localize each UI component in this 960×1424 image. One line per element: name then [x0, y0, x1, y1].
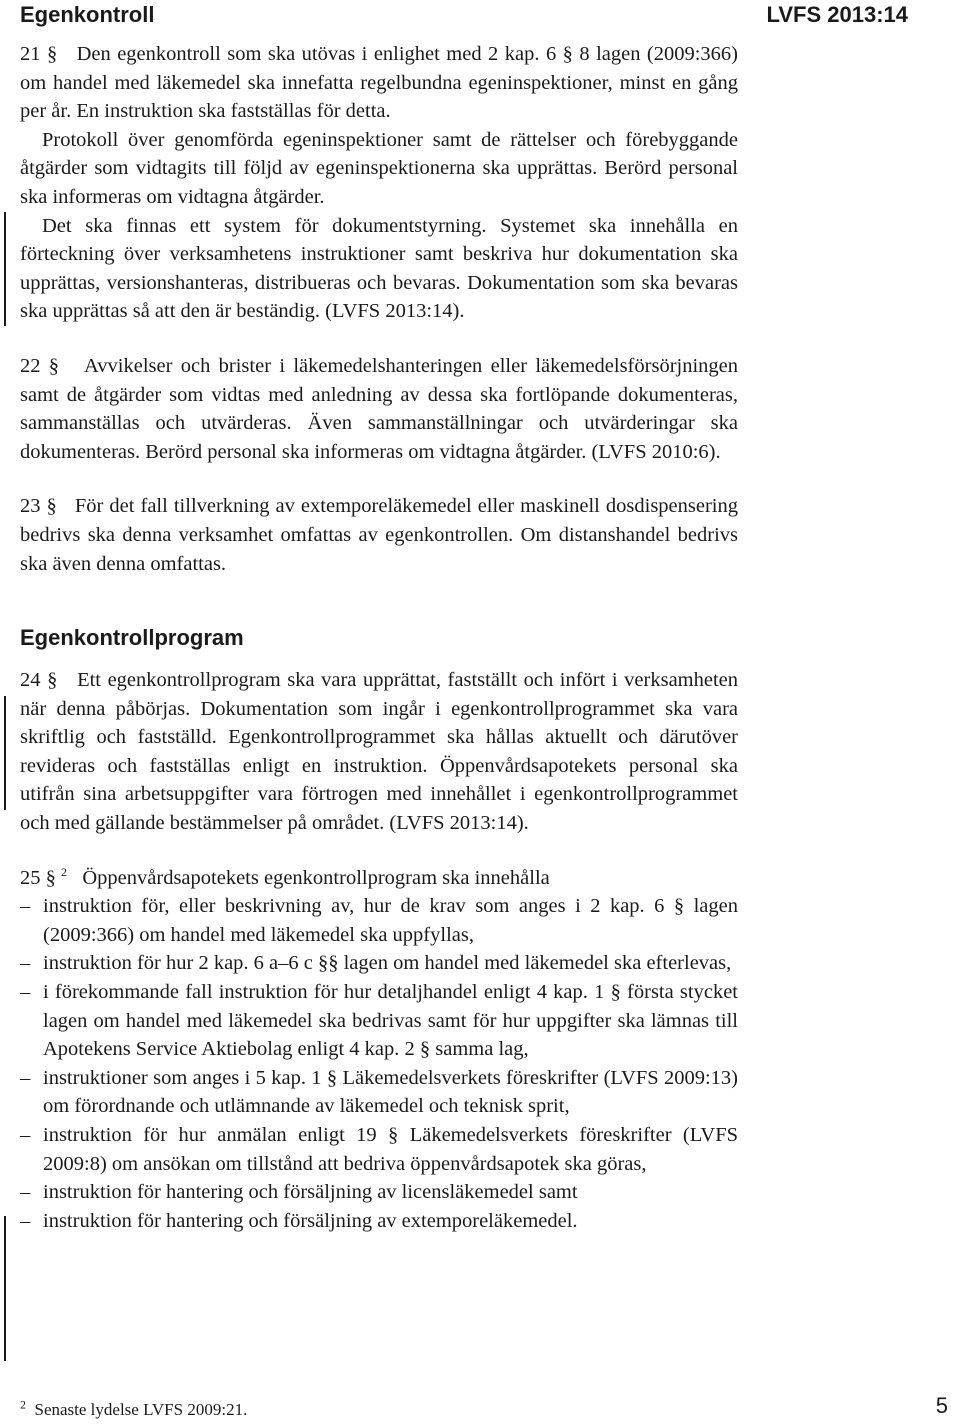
footnote-text: Senaste lydelse LVFS 2009:21.	[34, 1400, 248, 1419]
dash-marker: –	[20, 952, 31, 975]
list-item	[20, 1207, 738, 1236]
dash-marker: –	[20, 1181, 31, 1204]
paragraph-21-2: Protokoll över genomförda egeninspektioner samt de rättelser och förebyggande åtgärder som vidtagits till följd av egeninspektionerna ska upprättas. Berörd personal ska informeras om vidtagna åtgärder.	[20, 128, 738, 208]
list-item-text: instruktion för hantering och försäljning av extemporeläkemedel.	[43, 1209, 578, 1232]
dash-marker: –	[20, 1124, 31, 1146]
paragraph-24	[20, 666, 738, 838]
section-number: 22 §	[20, 354, 60, 377]
paragraph-22	[20, 352, 738, 466]
section-number: 23 §	[20, 495, 57, 518]
paragraph-21-3: Det ska finnas ett system för dokumentstyrning. Systemet ska innehålla en förteckning över verksamhetens instruktioner samt beskriva hur dokumentation ska upprättas, versionshanteras, distribueras och bevaras. Dokumentation som ska bevaras ska upprättas så att den är beständig. (LVFS 2013:14).	[20, 214, 738, 323]
paragraph-text: För det fall tillverkning av extemporeläkemedel eller maskinell dosdispensering bedrivs ska denna verksamhet omfattas av egenkontrollen. Om distanshandel bedrivs ska även denna omfattas.	[20, 495, 739, 575]
change-bar	[4, 696, 6, 810]
section-number: 25 §	[20, 866, 56, 889]
document-reference: LVFS 2013:14	[766, 2, 908, 27]
section-number: 21 §	[20, 43, 58, 65]
paragraph-text: Avvikelser och brister i läkemedelshanteringen eller läkemedelsförsörjningen samt de åtgärder som vidtas med anledning av dessa ska fortlöpande dokumenteras, sammanställas och utvärderas. Även sammanställningar och utvärderingar ska dokumenteras. Berörd personal ska informeras om vidtagna åtgärder. (LVFS 2010:6).	[20, 354, 739, 463]
list-item	[20, 1121, 738, 1178]
document-body	[20, 40, 738, 1235]
dash-marker: –	[20, 895, 31, 918]
dash-marker: –	[20, 981, 31, 1004]
footnote-mark: 2	[20, 1397, 26, 1412]
dash-marker: –	[20, 1066, 31, 1089]
requirements-list	[20, 892, 738, 1235]
list-item	[20, 949, 738, 978]
list-item	[20, 978, 738, 1064]
list-item	[20, 1178, 738, 1207]
list-item-text: instruktion för hur 2 kap. 6 a–6 c §§ lagen om handel med läkemedel ska efterlevas,	[43, 952, 732, 975]
running-header	[20, 0, 908, 30]
page-number: 5	[935, 1393, 948, 1418]
section-heading: Egenkontrollprogram	[20, 625, 244, 651]
list-item-text: instruktion för hur anmälan enligt 19 § Läkemedelsverkets föreskrifter (LVFS 2009:8) om ansökan om tillstånd att bedriva öppenvårdsapotek ska göras,	[43, 1124, 738, 1175]
section-title: Egenkontroll	[20, 2, 155, 27]
paragraph-text: Den egenkontroll som ska utövas i enlighet med 2 kap. 6 § 8 lagen (2009:366) om handel med läkemedel ska innefatta regelbundna egeninspektioner, minst en gång per år. En instruktion ska fastställas för detta.	[20, 43, 739, 123]
footnote-reference[interactable]: 2	[61, 864, 67, 879]
list-item	[20, 892, 738, 949]
list-item	[20, 1064, 738, 1121]
paragraph-21	[20, 40, 738, 126]
paragraph-25	[20, 864, 738, 893]
list-item-text: instruktioner som anges i 5 kap. 1 § Läkemedelsverkets föreskrifter (LVFS 2009:13) om förordnande och utlämnande av läkemedel och teknisk sprit,	[43, 1066, 738, 1118]
paragraph-text: Öppenvårdsapotekets egenkontrollprogram ska innehålla	[82, 866, 550, 889]
list-item-text: instruktion för, eller beskrivning av, hur de krav som anges i 2 kap. 6 § lagen (2009:366) om handel med läkemedel ska uppfyllas,	[43, 895, 738, 946]
change-bar	[4, 212, 6, 326]
footnote	[20, 1398, 720, 1422]
list-item-text: instruktion för hantering och försäljning av licensläkemedel samt	[43, 1181, 578, 1204]
section-number: 24 §	[20, 669, 58, 692]
paragraph-text: Ett egenkontrollprogram ska vara upprättat, fastställt och infört i verksamheten när denna påbörjas. Dokumentation som ingår i egenkontrollprogrammet ska vara skriftlig och fastställd. Egenkontrollprogrammet ska hållas aktuellt och därutöver revideras och fastställas enligt en instruktion. Öppenvårdsapotekets personal ska utifrån sina arbetsuppgifter vara förtrogen med innehållet i egenkontrollprogrammet och med gällande bestämmelser på området. (LVFS 2013:14).	[20, 669, 739, 835]
change-bar	[4, 1216, 6, 1361]
list-item-text: i förekommande fall instruktion för hur detaljhandel enligt 4 kap. 1 § första stycket lagen om handel med läkemedel ska bedrivas samt för hur uppgifter ska lämnas till Apotekens Service Aktiebolag enligt 4 kap. 2 § samma lag,	[43, 981, 738, 1061]
paragraph-23	[20, 492, 738, 578]
dash-marker: –	[20, 1209, 31, 1232]
